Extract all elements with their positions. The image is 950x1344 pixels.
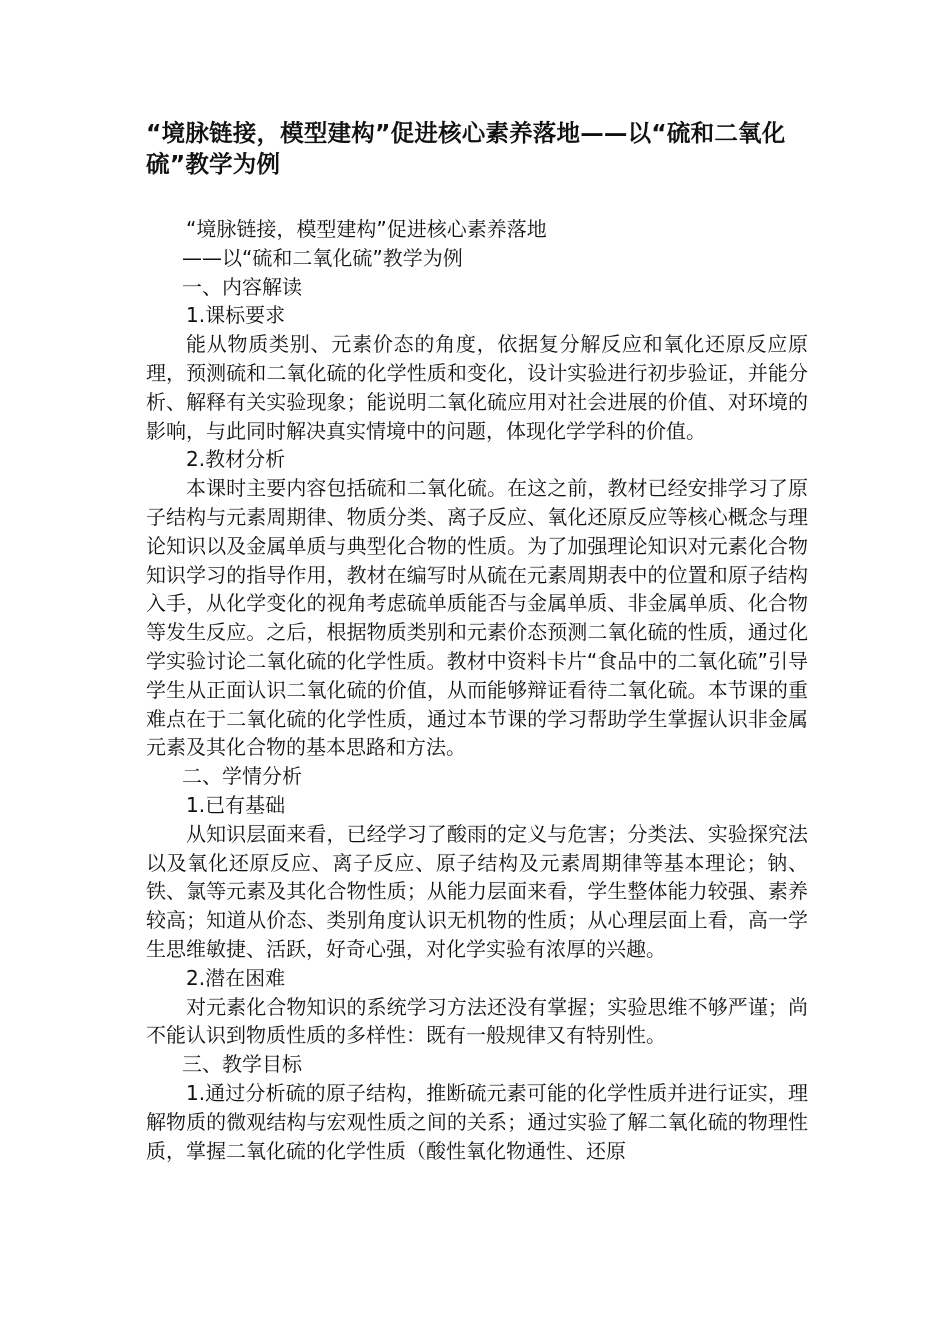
subheading-textbook-analysis: 2.教材分析 — [186, 447, 286, 472]
section-heading-content-analysis: 一、内容解读 — [182, 274, 302, 299]
subheading-potential-difficulties: 2.潜在困难 — [186, 965, 286, 990]
paragraph-curriculum-requirements: 能从物质类别、元素价态的角度，依据复分解反应和氧化还原反应原理，预测硫和二氧化硫的化学性质和变化，设计实验进行初步验证，并能分析、解释有关实验现象；能说明二氧化硫应用对社会进展的价值、对环境的影响，与此同时解决真实情境中的问题，体现化学学科的价值。 — [146, 332, 808, 443]
paragraph-teaching-objective-1: 1.通过分析硫的原子结构，推断硫元素可能的化学性质并进行证实，理解物质的微观结构与宏观性质之间的关系；通过实验了解二氧化硫的物理性质，掌握二氧化硫的化学性质（酸性氧化物通性、还原 — [146, 1080, 808, 1163]
section-heading-teaching-objectives: 三、教学目标 — [182, 1052, 302, 1077]
paragraph-textbook-analysis: 本课时主要内容包括硫和二氧化硫。在这之前，教材已经安排学习了原子结构与元素周期律、物质分类、离子反应、氧化还原反应等核心概念与理论知识以及金属单质与典型化合物的性质。为了加强理论知识对元素化合物知识学习的指导作用，教材在编写时从硫在元素周期表中的位置和原子结构入手，从化学变化的视角考虑硫单质能否与金属单质、非金属单质、化合物等发生反应。之后，根据物质类别和元素价态预测二氧化硫的性质，通过化学实验讨论二氧化硫的化学性质。教材中资料卡片“食品中的二氧化硫”引导学生从正面认识二氧化硫的价值，从而能够辩证看待二氧化硫。本节课的重难点在于二氧化硫的化学性质，通过本节课的学习帮助学生掌握认识非金属元素及其化合物的基本思路和方法。 — [146, 476, 808, 760]
paragraph-potential-difficulties: 对元素化合物知识的系统学习方法还没有掌握；实验思维不够严谨；尚不能认识到物质性质的多样性：既有一般规律又有特别性。 — [146, 994, 808, 1048]
subheading-existing-foundation: 1.已有基础 — [186, 792, 286, 817]
paragraph-existing-foundation: 从知识层面来看，已经学习了酸雨的定义与危害；分类法、实验探究法以及氧化还原反应、离子反应、原子结构及元素周期律等基本理论；钠、铁、氯等元素及其化合物性质；从能力层面来看，学生整体能力较强、素养较高；知道从价态、类别角度认识无机物的性质；从心理层面上看，高一学生思维敏捷、活跃，好奇心强，对化学实验有浓厚的兴趣。 — [146, 821, 808, 961]
section-heading-learner-analysis: 二、学情分析 — [182, 764, 302, 789]
document-title: “境脉链接，模型建构”促进核心素养落地——以“硫和二氧化硫”教学为例 — [146, 119, 786, 178]
document-body — [146, 215, 808, 1165]
document-page — [146, 118, 808, 1165]
subtitle-line-2: ——以“硫和二氧化硫”教学为例 — [182, 245, 463, 270]
subtitle-line-1: “境脉链接，模型建构”促进核心素养落地 — [186, 217, 547, 241]
subheading-curriculum-requirements: 1.课标要求 — [186, 303, 286, 328]
